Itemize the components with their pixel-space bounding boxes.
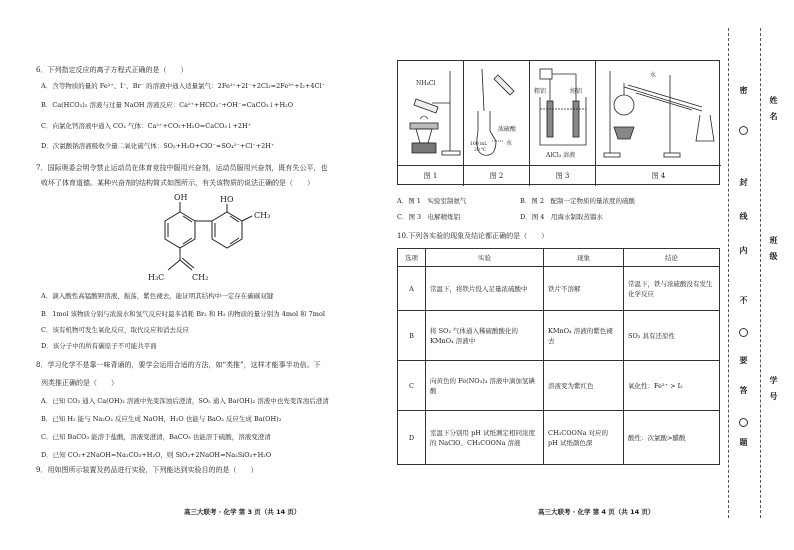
table-cell-conclusion: SO₂ 具有还原性 xyxy=(624,311,720,361)
q8-option-a: A．已知 CO₂ 通入 Ca(OH)₂ 溶液中先变浑浊后澄清，SO₂ 通入 Ba(OH)₂ 溶液中也先变浑浊后澄清 xyxy=(41,397,329,405)
mol-label-ch2: CH₂ xyxy=(192,273,209,282)
table-row xyxy=(398,311,720,361)
binding-line-right xyxy=(760,28,761,518)
margin-field-char: 班 xyxy=(769,236,778,244)
table-header-phenomenon: 现象 xyxy=(544,249,624,267)
figure-1-label: 图 1 xyxy=(398,165,463,186)
q9-option-b: B．图 2 配制一定物质的量浓度的硫酸 xyxy=(520,197,635,205)
figure-2-label: 图 2 xyxy=(464,165,529,186)
margin-char: 题 xyxy=(739,438,748,446)
q6-option-d: D．次氯酸钠溶液吸收少量二氧化硫气体：SO₂+H₂O+ClO⁻=SO₄²⁻+Cl⁻+2H⁺ xyxy=(41,142,275,150)
footer-left: 高三大联考 · 化学 第 3 页（共 14 页） xyxy=(184,508,301,516)
table-header-conclusion: 结论 xyxy=(624,249,720,267)
q6-stem: 6．下列指定反应的离子方程式正确的是（ ） xyxy=(36,66,188,74)
molecule-structure xyxy=(140,192,290,292)
fig3-label-crude: 粗铝 xyxy=(534,88,547,95)
margin-field-char: 号 xyxy=(769,392,778,400)
figure-4-drawing xyxy=(596,61,721,165)
q9-stem: 9．用如图所示装置及药品进行实验，下列能达到实验目的的是（ ） xyxy=(36,466,258,474)
apparatus-figure xyxy=(397,60,720,185)
margin-char: 答 xyxy=(739,386,748,394)
table-cell-phenomenon: CH₃COONa 对应的 pH 试纸颜色深 xyxy=(544,411,624,465)
margin-char: 要 xyxy=(739,356,748,364)
mol-label-ch3: CH₃ xyxy=(254,211,271,220)
table-header-row xyxy=(398,249,720,267)
fig1-label-nh4cl: NH₄Cl xyxy=(416,80,436,87)
q7-option-b: B．1mol 该物质分别与浓溴水和氢气反应时最多消耗 Br₂ 和 H₂ 的物质的量分别为 4mol 和 7mol xyxy=(41,310,325,318)
table-cell-experiment: 向黄色的 Fe(NO₃)₃ 溶液中滴加氢碘酸 xyxy=(426,361,544,411)
q10-table xyxy=(397,248,720,465)
q7-option-a: A．滴入酸性高锰酸钾溶液，振荡，紫色褪去，能证明其结构中一定存在碳碳双键 xyxy=(41,292,274,300)
table-cell-phenomenon: 溶液变为紫红色 xyxy=(544,361,624,411)
q8-option-c: C．已知 BaCO₃ 能溶于盐酸，溶液变澄清，BaCO₃ 也能溶于硫酸，溶液变澄清 xyxy=(41,433,271,441)
figure-1 xyxy=(398,61,464,186)
table-cell-experiment: 室温下分别用 pH 试纸测定相同浓度的 NaClO、CH₃COONa 溶液 xyxy=(426,411,544,465)
binding-line-left xyxy=(728,28,729,518)
fig2-label-water: 水 xyxy=(506,140,513,147)
q8-option-d: D．已知 CO₂+2NaOH=Na₂CO₃+H₂O，则 SiO₂+2NaOH=Na₂SiO₃+H₂O xyxy=(41,451,272,459)
margin-field-char: 级 xyxy=(769,252,778,260)
table-cell-conclusion: 氧化性：Fe³⁺ > I₂ xyxy=(624,361,720,411)
margin-field-char: 名 xyxy=(769,112,778,120)
table-cell-experiment: 将 SO₂ 气体通入稀硫酸酸化的 KMnO₄ 溶液中 xyxy=(426,311,544,361)
margin-char: 封 xyxy=(739,178,748,186)
table-row xyxy=(398,267,720,311)
fig2-label-acid: 浓硫酸 xyxy=(498,126,517,133)
fig4-label-water: 水 xyxy=(650,72,657,79)
table-cell-experiment: 常温下，将铁片投入足量浓硫酸中 xyxy=(426,267,544,311)
q8-stem-line1: 8．学习化学不是靠一味背诵的，要学会运用合适的方法，如“类推”，这样才能事半功倍。下 xyxy=(36,361,321,369)
figure-4 xyxy=(596,61,721,186)
table-row xyxy=(398,361,720,411)
table-cell-option: D xyxy=(398,411,426,465)
q6-option-a: A．含等物质的量的 Fe²⁺、I⁻、Br⁻ 的溶液中通入适量氯气：2Fe²⁺+2I⁻+2Cl₂=2Fe³⁺+I₂+4Cl⁻ xyxy=(41,82,325,90)
q7-stem-line2: 败坏了体育道德。某种兴奋剂的结构简式如图所示，有关该物质的说法正确的是（ ） xyxy=(41,179,314,187)
q6-option-b: B．Ca(HCO₃)₂ 溶液与过量 NaOH 溶液反应：Ca²⁺+HCO₃⁻+OH⁻=CaCO₃↓+H₂O xyxy=(41,101,294,109)
footer-right: 高三大联考 · 化学 第 4 页（共 14 页） xyxy=(538,508,655,516)
mol-label-oh: OH xyxy=(174,193,188,202)
figure-3-label: 图 3 xyxy=(530,165,595,186)
table-cell-conclusion: 常温下，铁与浓硫酸没有发生化学反应 xyxy=(624,267,720,311)
table-cell-option: B xyxy=(398,311,426,361)
table-cell-option: A xyxy=(398,267,426,311)
figure-1-drawing xyxy=(398,61,464,165)
figure-4-label: 图 4 xyxy=(596,165,721,186)
margin-circle xyxy=(739,328,748,337)
table-cell-option: C xyxy=(398,361,426,411)
margin-field-char: 学 xyxy=(769,376,778,384)
margin-circle xyxy=(739,418,748,427)
margin-char: 不 xyxy=(739,296,748,304)
fig3-label-solution: AlCl₃ 溶液 xyxy=(546,152,576,159)
margin-circle xyxy=(739,126,748,135)
mol-label-h3c: H₃C xyxy=(148,273,165,282)
q10-stem: 10.下列各实验的现象及结论都正确的是（ ） xyxy=(397,232,549,240)
q9-option-a: A．图 1 实验室制氨气 xyxy=(397,197,467,205)
table-cell-phenomenon: KMnO₄ 溶液的紫色褪去 xyxy=(544,311,624,361)
figure-3 xyxy=(530,61,596,186)
q8-option-b: B．已知 H₂ 能与 Na₂O₂ 反应生成 NaOH，H₂O 也能与 BaO₂ 反应生成 Ba(OH)₂ xyxy=(41,415,282,423)
q7-option-c: C．该有机物可发生氧化反应，取代反应和消去反应 xyxy=(41,326,189,334)
q6-option-c: C．向氯化钙溶液中通入 CO₂ 气体：Ca²⁺+CO₂+H₂O=CaCO₃↓+2H⁺ xyxy=(41,122,252,130)
figure-2-drawing xyxy=(464,61,530,165)
figure-3-drawing xyxy=(530,61,596,165)
table-cell-conclusion: 酸性：次氯酸>醋酸 xyxy=(624,411,720,465)
margin-char: 密 xyxy=(739,86,748,94)
figure-2 xyxy=(464,61,530,186)
table-header-experiment: 实验 xyxy=(426,249,544,267)
margin-field-char: 姓 xyxy=(769,96,778,104)
q7-option-d: D．该分子中的所有碳原子不可能共平面 xyxy=(41,342,157,350)
fig3-label-pure: 纯铝 xyxy=(570,88,583,95)
q8-stem-line2: 列类推正确的是（ ） xyxy=(41,379,118,387)
fig2-label-vol: 100 mL xyxy=(470,142,488,147)
margin-char: 内 xyxy=(739,246,748,254)
table-header-option: 选项 xyxy=(398,249,426,267)
margin-char: 线 xyxy=(739,212,748,220)
mol-label-ho: HO xyxy=(220,195,234,204)
q9-option-d: D．图 4 用海水制取蒸馏水 xyxy=(520,213,603,221)
fig2-label-temp: 20 ℃ xyxy=(474,148,487,153)
table-row xyxy=(398,411,720,465)
table-cell-phenomenon: 铁片不溶解 xyxy=(544,267,624,311)
q7-stem-line1: 7．国际奥委会明令禁止运动员在体育竞技中服用兴奋剂，运动员服用兴奋剂，既有失公平，也 xyxy=(36,164,328,172)
q9-option-c: C．图 3 电解精炼铝 xyxy=(397,213,461,221)
